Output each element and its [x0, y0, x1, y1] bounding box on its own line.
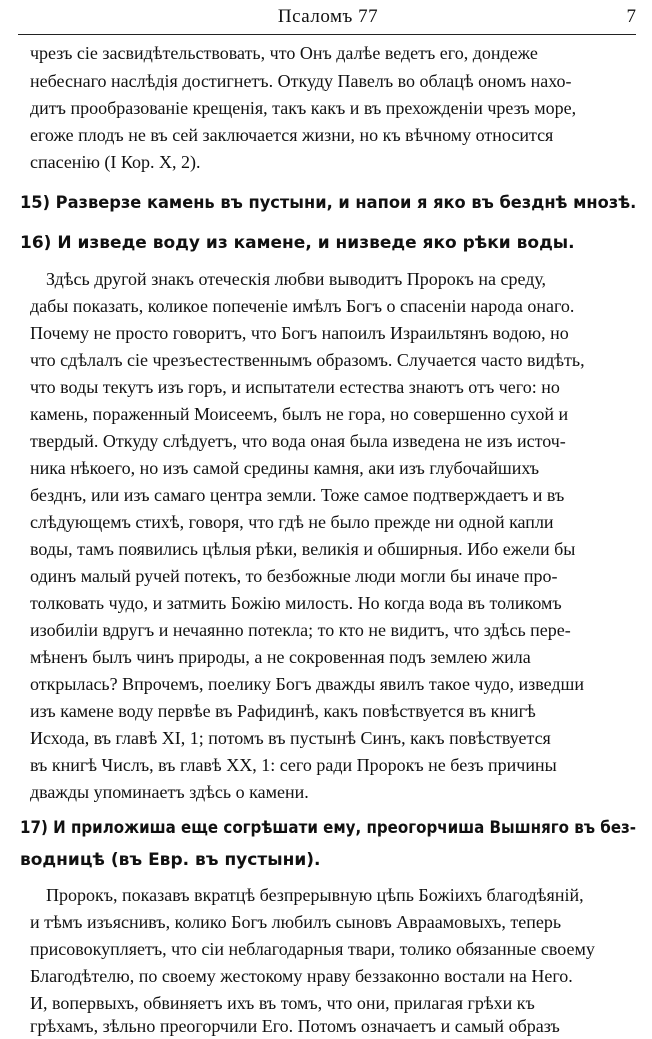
- verse-line: 15) Разверзе камень въ пустыни, и напои я яко въ безднѣ мнозѣ.: [20, 193, 637, 213]
- text-line: И, вопервыхъ, обвиняетъ ихъ въ томъ, что они, прилагая грѣхи къ: [30, 993, 535, 1013]
- text-line: толковать чудо, и затмить Божію милость. Но когда вода въ толикомъ: [30, 593, 562, 613]
- text-line: Здѣсь другой знакъ отеческія любви выводитъ Пророкъ на среду,: [46, 269, 547, 289]
- text-line: камень, пораженный Моисеемъ, былъ не гора, но совершенно сухой и: [30, 404, 569, 424]
- verse-line: 17) И приложиша еще согрѣшати ему, преогорчиша Вышняго въ без-: [20, 818, 637, 838]
- text-line: Исхода, въ главѣ XI, 1; потомъ въ пустынѣ Синъ, какъ повѣствуется: [30, 728, 551, 748]
- text-line: изъ камене воду первѣе въ Рафидинѣ, какъ повѣствуется въ книгѣ: [30, 701, 536, 721]
- text-line: воды, тамъ появились цѣлыя рѣки, великія и обширныя. Ибо ежели бы: [30, 539, 576, 559]
- text-line: егоже плодъ не въ сей заключается жизни, но къ вѣчному относится: [30, 125, 554, 145]
- header-rule: [18, 34, 636, 35]
- text-line: и тѣмъ изъяснивъ, колико Богъ любилъ сыновъ Авраамовыхъ, теперь: [30, 912, 562, 932]
- text-line: ника нѣкоего, но изъ самой средины камня, аки изъ глубочайшихъ: [30, 458, 540, 478]
- text-line: открылась? Впрочемъ, поелику Богъ дважды явилъ такое чудо, изведши: [30, 674, 585, 694]
- text-line: дитъ прообразованіе крещенія, такъ какъ и въ прехожденіи чрезъ море,: [30, 98, 577, 118]
- text-line: изобиліи вдругъ и нечаянно потекла; то кто не видитъ, что здѣсь пере-: [30, 620, 571, 640]
- page-header: [20, 6, 636, 32]
- page-number: 7: [626, 6, 636, 27]
- text-line: чрезъ сіе засвидѣтельствовать, что Онъ далѣе ведетъ его, дондеже: [30, 43, 538, 63]
- text-line: небеснаго наслѣдія достигнетъ. Откуду Павелъ во облацѣ ономъ нахо-: [30, 71, 572, 91]
- text-line: присовокупляетъ, что сіи неблагодарныя твари, толико обязанные своему: [30, 939, 595, 959]
- text-line: мѣненъ былъ чинъ природы, а не сокровенная подъ землею жила: [30, 647, 531, 667]
- text-line: Пророкъ, показавъ вкратцѣ безпрерывную цѣпь Божіихъ благодѣяній,: [46, 885, 584, 905]
- text-line: слѣдующемъ стихѣ, говоря, что гдѣ не было прежде ни одной капли: [30, 512, 554, 532]
- text-line: что воды текутъ изъ горъ, и испытатели естества знаютъ отъ чего: но: [30, 377, 560, 397]
- text-line: Благодѣтелю, по своему жестокому нраву беззаконно востали на Него.: [30, 966, 573, 986]
- text-line: дабы показать, коликое попеченіе имѣлъ Богъ о спасеніи народа онаго.: [30, 296, 575, 316]
- text-line: твердый. Откуду слѣдуетъ, что вода оная была изведена не изъ источ-: [30, 431, 566, 451]
- text-line: что сдѣлалъ сіе чрезъестественнымъ образомъ. Случается часто видѣть,: [30, 350, 585, 370]
- verse-line: 16) И изведе воду из камене, и низведе яко рѣки воды.: [20, 233, 575, 253]
- text-line: безднъ, или изъ самаго центра земли. Тоже самое подтверждаетъ и въ: [30, 485, 565, 505]
- text-line: спасенію (I Кор. X, 2).: [30, 152, 201, 172]
- text-line: грѣхамъ, зѣльно преогорчили Его. Потомъ означаетъ и самый образъ: [30, 1016, 560, 1036]
- verse-line: водницѣ (въ Евр. въ пустыни).: [20, 850, 321, 870]
- running-title: Псаломъ 77: [277, 6, 379, 27]
- text-line: въ книгѣ Числъ, въ главѣ XX, 1: сего ради Пророкъ не безъ причины: [30, 755, 557, 775]
- text-line: одинъ малый ручей потекъ, то безбожные люди могли бы иначе про-: [30, 566, 558, 586]
- text-line: дважды упоминаетъ здѣсь о камени.: [30, 782, 309, 802]
- text-line: Почему не просто говоритъ, что Богъ напоилъ Израильтянъ водою, но: [30, 323, 569, 343]
